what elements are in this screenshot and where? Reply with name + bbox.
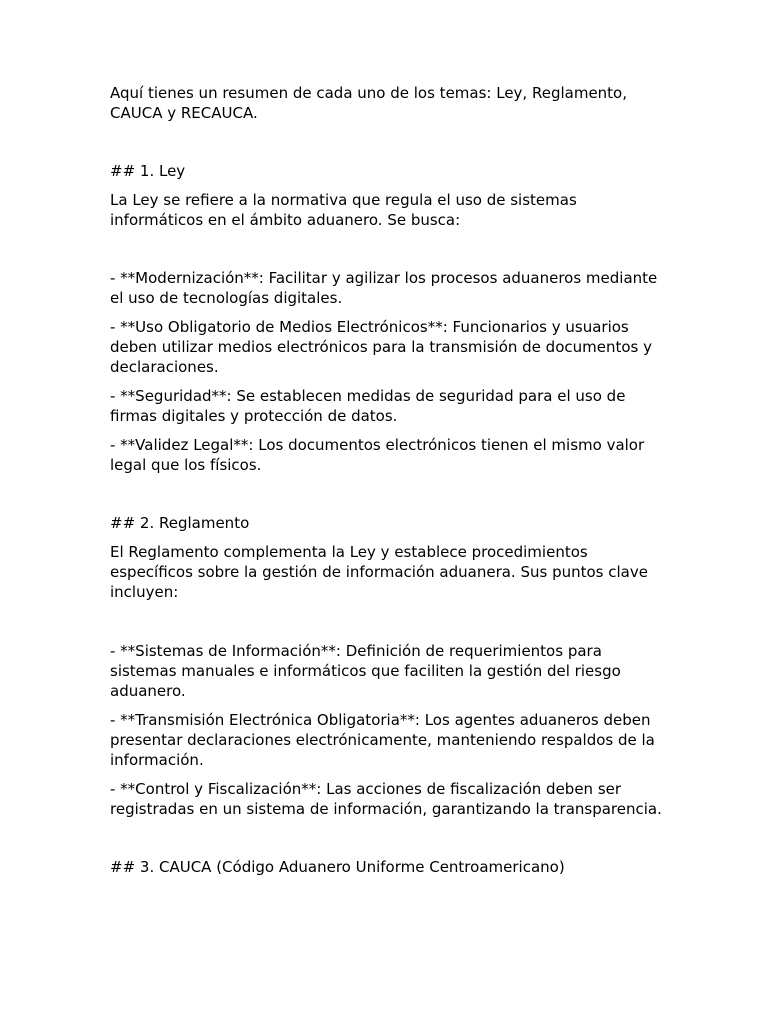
section-2-heading: ## 2. Reglamento — [110, 514, 250, 532]
section-1-bullet-4: - **Validez Legal**: Los documentos electrónicos tienen el mismo valor legal que los físicos. — [110, 436, 645, 474]
section-2-bullet-3: - **Control y Fiscalización**: Las acciones de fiscalización deben ser registradas en un sistema de información, garantizando la transparencia. — [110, 780, 662, 818]
section-2-bullet-2: - **Transmisión Electrónica Obligatoria**: Los agentes aduaneros deben presentar declaraciones electrónicamente, manteniendo respaldos de la información. — [110, 711, 655, 769]
section-1-bullet-2: - **Uso Obligatorio de Medios Electrónicos**: Funcionarios y usuarios deben utilizar medios electrónicos para la transmisión de documentos y declaraciones. — [110, 318, 652, 376]
section-2-bullet-1: - **Sistemas de Información**: Definición de requerimientos para sistemas manuales e informáticos que faciliten la gestión del riesgo aduanero. — [110, 642, 621, 700]
section-1-bullet-1: - **Modernización**: Facilitar y agilizar los procesos aduaneros mediante el uso de tecnologías digitales. — [110, 269, 658, 307]
section-1-heading: ## 1. Ley — [110, 162, 186, 180]
document-page — [110, 83, 670, 877]
section-2-body: El Reglamento complementa la Ley y establece procedimientos específicos sobre la gestión de información aduanera. Sus puntos clave incluyen: — [110, 543, 648, 601]
section-1-body: La Ley se refiere a la normativa que regula el uso de sistemas informáticos en el ámbito aduanero. Se busca: — [110, 191, 577, 229]
section-1-bullet-3: - **Seguridad**: Se establecen medidas de seguridad para el uso de firmas digitales y protección de datos. — [110, 387, 626, 425]
intro-paragraph: Aquí tienes un resumen de cada uno de los temas: Ley, Reglamento, CAUCA y RECAUCA. — [110, 84, 628, 122]
section-3-heading: ## 3. CAUCA (Código Aduanero Uniforme Centroamericano) — [110, 858, 565, 876]
